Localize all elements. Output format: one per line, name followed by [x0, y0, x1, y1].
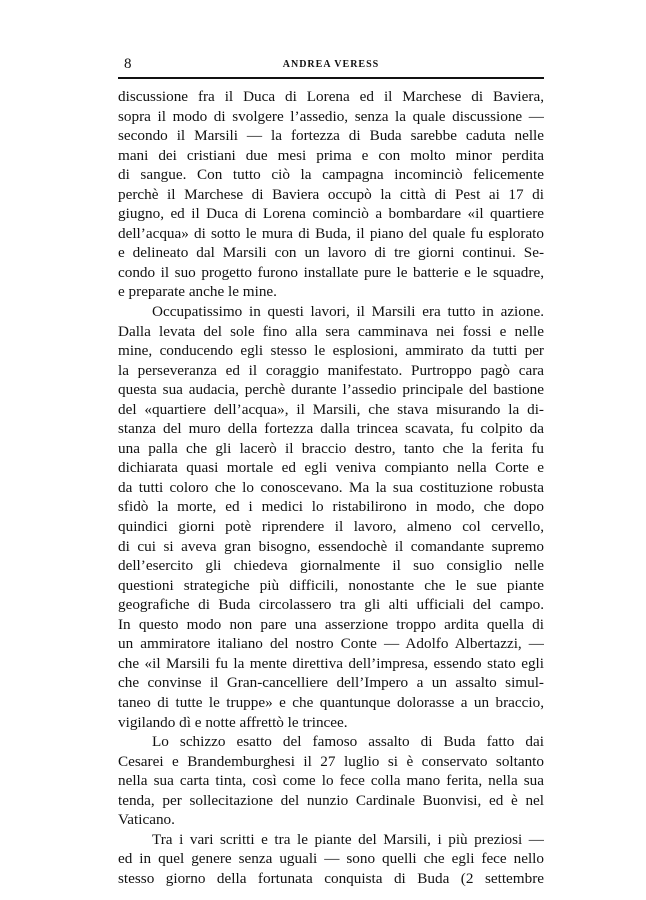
page-number: 8 [124, 56, 132, 72]
text-line: che «il Marsili fu la mente direttiva dell’impresa, essendo stato egli [118, 654, 544, 672]
text-line: geografiche di Buda circolassero tra gli alti ufficiali del campo. [118, 596, 544, 614]
text-line: In questo modo non pare una asserzione troppo ardita quella di [118, 615, 544, 633]
text-line: una palla che gli lacerò il braccio destro, tanto che la ferita fu [118, 439, 544, 457]
text-line: stanza del muro della fortezza dalla trincea scavata, fu colpito da [118, 420, 544, 438]
text-line: mani dei cristiani due mesi prima e con molto minor perdita [118, 146, 544, 164]
text-line: sfidò la morte, ed i medici lo ristabilirono in modo, che dopo [118, 498, 544, 516]
text-line: taneo di tutte le truppe» e che quantunque dolorasse a un braccio, [118, 693, 544, 711]
text-line: sopra il modo di svolgere l’assedio, senza la quale discussione — [118, 107, 544, 125]
text-line: questioni strategiche più difficili, nonostante che le sue piante [118, 576, 544, 594]
text-line: ed in quel genere senza uguali — sono quelli che egli fece nello [118, 850, 544, 868]
text-line: del «quartiere dell’acqua», il Marsili, che stava misurando la di- [118, 400, 544, 418]
text-line: dichiarata quasi mortale ed egli veniva compianto nella Corte e [118, 459, 544, 477]
text-line: vigilando dì e notte affrettò le trincee. [118, 713, 348, 731]
text-line: tenda, per sollecitazione del nunzio Cardinale Buonvisi, ed è nel [118, 791, 544, 809]
text-line: mine, conducendo egli stesso le esplosioni, ammirato da tutti per [118, 342, 544, 360]
text-line: e delineato dal Marsili con un lavoro di tre giorni continui. Se- [118, 244, 544, 262]
text-line: Dalla levata del sole fino alla sera camminava nei fossi e nelle [118, 322, 544, 340]
text-line: discussione fra il Duca di Lorena ed il Marchese di Baviera, [118, 88, 544, 105]
text-line: e preparate anche le mine. [118, 283, 277, 301]
text-line: Vaticano. [118, 811, 175, 829]
text-line: Tra i vari scritti e tra le piante del Marsili, i più preziosi — [152, 830, 544, 848]
page-header [118, 56, 544, 78]
text-line: nella sua carta tinta, così come lo fece colla mano ferita, nella sua [118, 772, 544, 790]
body-text [118, 87, 544, 888]
text-line: condo il suo progetto furono installate pure le batterie e le squadre, [118, 263, 544, 281]
text-line: questa sua audacia, perchè durante l’assedio principale del bastione [118, 381, 544, 399]
text-line: che convinse il Gran-cancelliere dell’Impero a un assalto simul- [118, 674, 544, 692]
text-line: perchè il Marchese di Baviera occupò la città di Pest ai 17 di [118, 185, 544, 203]
text-line: di cui si aveva gran bisogno, essendochè il comandante supremo [118, 537, 544, 555]
text-line: dell’esercito gli chiedeva giornalmente il suo consiglio nelle [118, 557, 544, 575]
header-rule [118, 77, 544, 79]
text-line: stesso giorno della fortunata conquista di Buda (2 settembre [118, 869, 544, 887]
text-line: secondo il Marsili — la fortezza di Buda sarebbe caduta nelle [118, 127, 544, 145]
text-line: Lo schizzo esatto del famoso assalto di Buda fatto dai [152, 733, 544, 751]
text-line: Cesarei e Brandemburghesi il 27 luglio si è conservato soltanto [118, 752, 544, 770]
text-line: da tutti coloro che lo conoscevano. Ma la sua costituzione robusta [118, 478, 544, 496]
text-line: un ammiratore italiano del nostro Conte — Adolfo Albertazzi, — [118, 635, 544, 653]
text-line: quindici giorni potè riprendere il lavoro, almeno col cervello, [118, 518, 544, 536]
text-line: la perseveranza ed il coraggio manifestato. Purtroppo pagò cara [118, 361, 544, 379]
text-line: giugno, ed il Duca di Lorena cominciò a bombardare «il quartiere [118, 205, 544, 223]
text-line: dell’acqua» di sotto le mura di Buda, il piano del quale fu esplorato [118, 224, 544, 242]
text-line: di sangue. Con tutto ciò la campagna incominciò felicemente [118, 166, 544, 184]
running-title: ANDREA VERESS [282, 59, 380, 70]
text-line: Occupatissimo in questi lavori, il Marsili era tutto in azione. [152, 303, 544, 321]
